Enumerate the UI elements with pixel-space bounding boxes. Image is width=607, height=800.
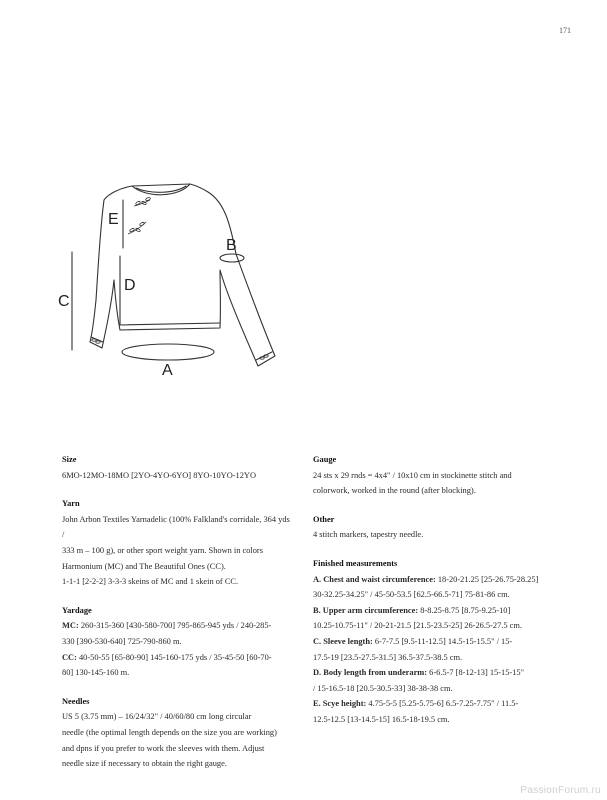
measure-a-line-2: 30-32.25-34.25" / 45-50-53.5 [62.5-66.5-71] 75-81-86 cm. (313, 590, 510, 600)
measure-e-label: E. Scye height: (313, 699, 367, 709)
measure-a-label: A. Chest and waist circumference: (313, 574, 436, 584)
measure-b-line-1: B. Upper arm circumference: 8-8.25-8.75 [8.75-9.25-10] (313, 605, 511, 615)
yarn-line-3: Harmonium (MC) and The Beautiful Ones (CC). (62, 561, 226, 571)
upper-arm-ellipse (220, 254, 244, 262)
needles-line-2: needle (the optimal length depends on the size you are working) (62, 727, 277, 737)
size-heading: Size (62, 455, 77, 464)
yarn-line-4: 1-1-1 [2-2-2] 3-3-3 skeins of MC and 1 skein of CC. (62, 577, 239, 587)
gauge-line-1: 24 sts x 29 rnds = 4x4" / 10x10 cm in stockinette stitch and (313, 470, 512, 480)
yarn-line-2: 333 m – 100 g), or other sport weight yarn. Shown in colors (62, 545, 263, 555)
other-section (313, 512, 551, 543)
measure-d-label: D. Body length from underarm: (313, 668, 428, 678)
right-column (313, 452, 551, 741)
finished-measurements-section (313, 556, 551, 728)
page-number: 171 (559, 26, 571, 35)
hem-line (120, 323, 220, 325)
measure-b-line-2: 10.25-10.75-11" / 20-21-21.5 [21.5-23.5-25] 26-26.5-27.5 cm. (313, 621, 522, 631)
needles-heading: Needles (62, 696, 90, 706)
yarn-section (62, 496, 294, 590)
sweater-schematic (50, 170, 350, 410)
label-e: E (108, 211, 119, 228)
other-heading: Other (313, 514, 335, 524)
gauge-heading: Gauge (313, 455, 337, 464)
yardage-mc-label: MC: (62, 621, 79, 631)
yarn-heading: Yarn (62, 499, 80, 509)
measure-e-line-2: 12.5-12.5 [13-14.5-15] 16.5-18-19.5 cm. (313, 714, 450, 724)
chest-ellipse (122, 344, 214, 360)
yardage-cc-line-2: 80] 130-145-160 m. (62, 668, 130, 678)
finished-heading: Finished measurements (313, 558, 398, 568)
yarn-line-1: John Arbon Textiles Yarnadelic (100% Falkland's corridale, 364 yds / (62, 514, 290, 540)
measure-d-line-2: / 15-16.5-18 [20.5-30.5-33] 38-38-38 cm. (313, 683, 453, 693)
yardage-heading: Yardage (62, 605, 92, 615)
gauge-section (313, 452, 551, 499)
label-d: D (124, 277, 136, 294)
size-text: 6MO-12MO-18MO [2YO-4YO-6YO] 8YO-10YO-12YO (62, 470, 256, 480)
needles-line-4: needle size if necessary to obtain the right gauge. (62, 759, 227, 769)
needles-line-1: US 5 (3.75 mm) – 16/24/32" / 40/60/80 cm long circular (62, 712, 252, 722)
needles-section (62, 694, 294, 772)
size-section (62, 452, 294, 483)
needles-line-3: and dpns if you prefer to work the sleeves with them. Adjust (62, 743, 265, 753)
yardage-mc-line-2: 330 [390-530-640] 725-790-860 m. (62, 636, 182, 646)
measure-b-label: B. Upper arm circumference: (313, 605, 419, 615)
yardage-section (62, 603, 294, 681)
left-column (62, 452, 294, 785)
label-c: C (58, 293, 70, 310)
gauge-line-2: colorwork, worked in the round (after blocking). (313, 486, 476, 496)
measure-d-line-1: D. Body length from underarm: 6-6.5-7 [8-12-13] 15-15-15" (313, 668, 524, 678)
measure-e-line-1: E. Scye height: 4.75-5-5 [5.25-5.75-6] 6.5-7.25-7.75" / 11.5- (313, 699, 519, 709)
label-b: B (226, 237, 237, 254)
other-text: 4 stitch markers, tapestry needle. (313, 530, 424, 540)
measure-c-label: C. Sleeve length: (313, 636, 373, 646)
yardage-mc-line-1: MC: 260-315-360 [430-580-700] 795-865-945 yds / 240-285- (62, 621, 272, 631)
yardage-cc-label: CC: (62, 652, 77, 662)
measure-a-line-1: A. Chest and waist circumference: 18-20-21.25 [25-26.75-28.25] (313, 574, 539, 584)
measure-c-line-2: 17.5-19 [23.5-27.5-31.5] 36.5-37.5-38.5 cm. (313, 652, 463, 662)
watermark: PassionForum.ru (520, 785, 601, 796)
yardage-cc-line-1: CC: 40-50-55 [65-80-90] 145-160-175 yds / 35-45-50 [60-70- (62, 652, 272, 662)
label-a: A (162, 362, 173, 379)
measure-c-line-1: C. Sleeve length: 6-7-7.5 [9.5-11-12.5] 14.5-15-15.5" / 15- (313, 636, 513, 646)
